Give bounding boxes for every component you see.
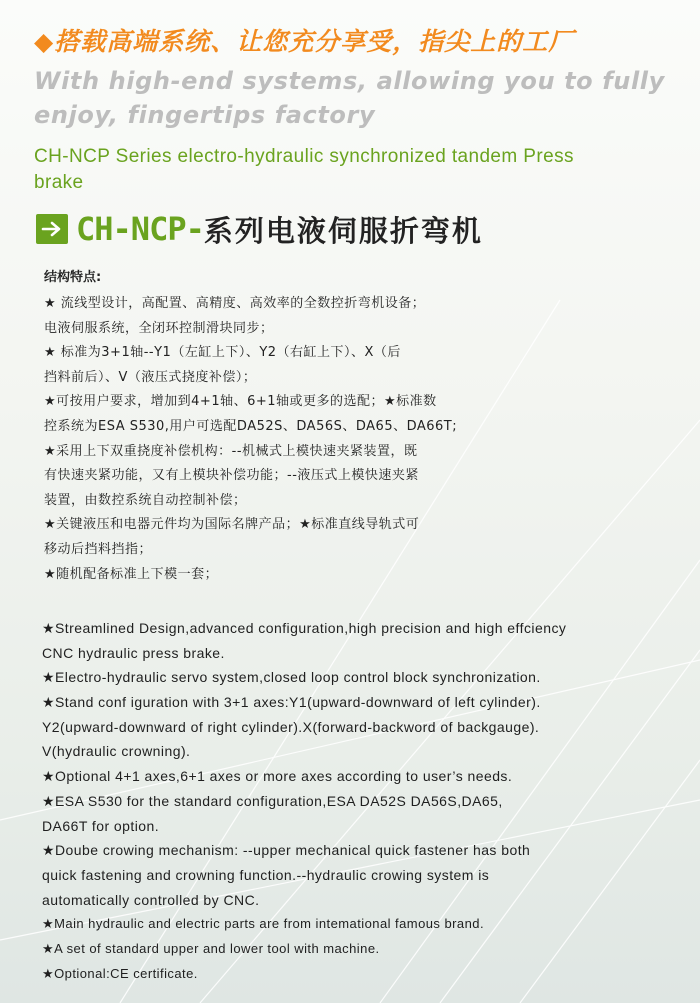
product-title-cn: 系列电液伺服折弯机 — [203, 213, 483, 248]
feature-line-en: V(hydraulic crowning). — [42, 743, 191, 760]
feature-line-en: ★Optional:CE certificate. — [42, 965, 198, 981]
features-heading: 结构特点: — [44, 270, 102, 285]
feature-line-en: CNC hydraulic press brake. — [42, 644, 225, 661]
feature-line-en: ★Streamlined Design,advanced configuration,high precision and high effciency — [42, 620, 567, 636]
feature-line-cn: ★随机配备标准上下模一套； — [44, 566, 219, 582]
slogan-cn: ◆搭载高端系统、让您充分享受，指尖上的工厂 — [34, 27, 575, 56]
feature-line-cn: 装置，由数控系统自动控制补偿； — [44, 492, 247, 508]
feature-line-cn: ★采用上下双重挠度补偿机构：--机械式上模快速夹紧装置，既 — [44, 443, 418, 459]
slogan-en-line: enjoy, fingertips factory — [34, 101, 376, 129]
feature-line-en: ★Optional 4+1 axes,6+1 axes or more axes according to user’s needs. — [42, 768, 513, 785]
feature-line-cn: ★ 标准为3+1轴--Y1（左缸上下）、Y2（右缸上下）、X（后 — [44, 345, 401, 361]
arrow-right-icon — [36, 214, 68, 244]
feature-line-en: ★Doube crowing mechanism: --upper mechanical quick fastener has both — [42, 842, 531, 859]
feature-line-en: Y2(upward-downward of right cylinder).X(forward-backword of backgauge). — [42, 718, 540, 735]
product-title — [36, 208, 483, 250]
feature-line-cn: 有快速夹紧功能，又有上模块补偿功能；--液压式上模快速夹紧 — [44, 468, 419, 484]
feature-line-en: ★Electro-hydraulic servo system,closed loop control block synchronization. — [42, 669, 541, 686]
feature-line-en: ★A set of standard upper and lower tool with machine. — [42, 940, 380, 956]
feature-line-cn: 控系统为ESA S530,用户可选配DA52S、DA56S、DA65、DA66T; — [44, 418, 458, 434]
feature-line-en: automatically controlled by CNC. — [42, 891, 260, 908]
feature-line-cn: ★ 流线型设计，高配置、高精度、高效率的全数控折弯机设备； — [44, 296, 426, 311]
feature-line-cn: 电液伺服系统，全闭环控制滑块同步； — [44, 320, 274, 336]
series-name-line: CH-NCP Series electro-hydraulic synchronized tandem Press — [34, 146, 574, 167]
slogan-en — [34, 64, 674, 132]
series-name-en — [34, 144, 684, 196]
feature-line-en: quick fastening and crowning function.--hydraulic crowing system is — [42, 866, 490, 883]
feature-line-cn: ★可按用户要求，增加到4+1轴、6+1轴或更多的选配；★标准数 — [44, 394, 437, 410]
feature-line-cn: 挡料前后）、V（液压式挠度补偿）； — [44, 369, 257, 385]
feature-line-cn: 移动后挡料挡指； — [44, 541, 153, 557]
features-list-en — [42, 616, 662, 986]
feature-line-en: ★Stand conf iguration with 3+1 axes:Y1(upward-downward of left cylinder). — [42, 694, 541, 711]
feature-line-en: ★Main hydraulic and electric parts are from intemational famous brand. — [42, 916, 485, 932]
features-list-cn — [44, 292, 484, 587]
series-name-line: brake — [34, 172, 84, 193]
slogan-en-line: With high-end systems, allowing you to fully — [34, 67, 665, 95]
product-model: CH-NCP- — [76, 210, 204, 248]
feature-line-en: DA66T for option. — [42, 817, 160, 834]
feature-line-cn: ★关键液压和电器元件均为国际名牌产品；★标准直线导轨式可 — [44, 517, 420, 533]
feature-line-en: ★ESA S530 for the standard configuration,ESA DA52S DA56S,DA65, — [42, 792, 503, 809]
